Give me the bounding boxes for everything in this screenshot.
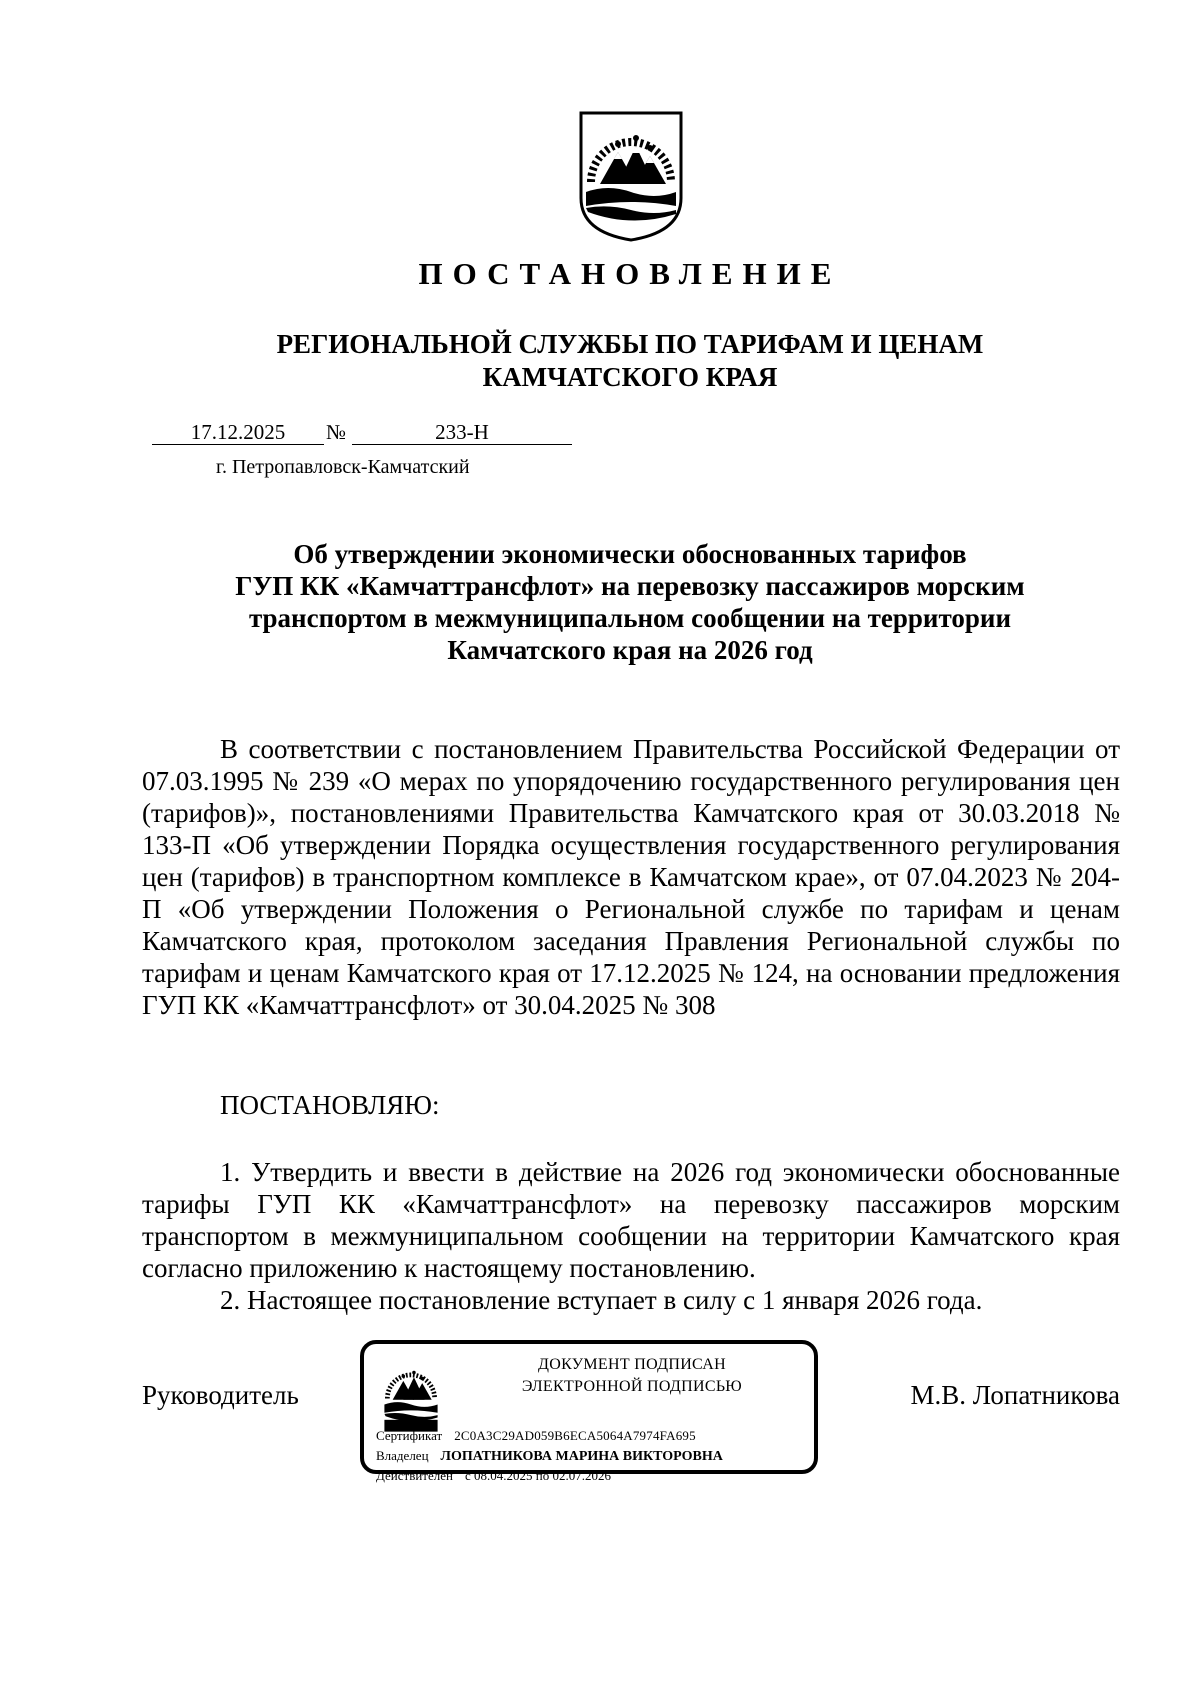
subject-line-2: ГУП КК «Камчаттрансфлот» на перевозку пассажиров морским: [235, 571, 1025, 601]
authority-line-1: РЕГИОНАЛЬНОЙ СЛУЖБЫ ПО ТАРИФАМ И ЦЕНАМ: [276, 329, 984, 359]
stamp-title-line-1: ДОКУМЕНТ ПОДПИСАН: [538, 1356, 726, 1373]
document-subject: [190, 538, 1070, 666]
certificate-value: 2C0A3C29AD059B6ECA5064A7974FA695: [454, 1428, 696, 1443]
stamp-title-line-2: ЭЛЕКТРОННОЙ ПОДПИСЬЮ: [521, 1378, 743, 1395]
stamp-owner-row: [376, 1448, 723, 1465]
signer-position: Руководитель: [142, 1380, 299, 1410]
kamchatka-coat-of-arms-icon: [378, 1356, 444, 1434]
subject-line-3: транспортом в межмуниципальном сообщении на территории: [248, 603, 1012, 633]
stamp-validity-row: [376, 1468, 611, 1484]
signer-name: М.В. Лопатникова: [910, 1380, 1120, 1410]
clause-1: 1. Утвердить и ввести в действие на 2026 год экономически обоснованные тарифы ГУП КК «Камчаттрансфлот» на перевозку пассажиров морским транспортом в межмуниципальном сообщении на территории Камчатского края согласно приложению к настоящему постановлению.: [142, 1157, 1120, 1283]
clause-2: 2. Настоящее постановление вступает в силу с 1 января 2026 года.: [220, 1285, 983, 1315]
validity-value: с 08.04.2025 по 02.07.2026: [464, 1468, 611, 1483]
certificate-label: Сертификат: [376, 1428, 443, 1443]
owner-label: Владелец: [376, 1448, 429, 1463]
preamble-paragraph: В соответствии с постановлением Правительства Российской Федерации от 07.03.1995 № 239 «О мерах по упорядочению государственного регулирования цен (тарифов)», постановлениями Правительства Камчатского края от 30.03.2018 № 133-П «Об утверждении Порядка осуществления государственного регулирования цен (тарифов) в транспортном комплексе в Камчатском крае», от 07.04.2023 № 204-П «Об утверждении Положения о Региональной службе по тарифам и ценам Камчатского края, протоколом заседания Правления Региональной службы по тарифам и ценам Камчатского края от 17.12.2025 № 124, на основании предложения ГУП КК «Камчаттрансфлот» от 30.04.2025 № 308: [142, 734, 1120, 1020]
subject-line-1: Об утверждении экономически обоснованных тарифов: [293, 539, 967, 569]
number-sign: №: [326, 420, 347, 444]
stamp-title: [452, 1354, 812, 1398]
owner-value: ЛОПАТНИКОВА МАРИНА ВИКТОРОВНА: [440, 1449, 723, 1464]
electronic-signature-stamp: [360, 1340, 818, 1483]
document-date: 17.12.2025: [152, 420, 324, 445]
kamchatka-coat-of-arms-icon: [578, 110, 684, 242]
validity-label: Действителен: [376, 1468, 453, 1483]
resolve-heading: ПОСТАНОВЛЯЮ:: [220, 1090, 440, 1120]
issuing-authority: [150, 328, 1110, 394]
authority-line-2: КАМЧАТСКОГО КРАЯ: [482, 362, 778, 392]
document-number: 233-Н: [352, 420, 572, 445]
subject-line-4: Камчатского края на 2026 год: [447, 635, 813, 665]
document-type-title: ПОСТАНОВЛЕНИЕ: [418, 256, 842, 291]
stamp-certificate-row: [376, 1428, 696, 1444]
issuing-city: г. Петропавловск-Камчатский: [216, 456, 470, 478]
